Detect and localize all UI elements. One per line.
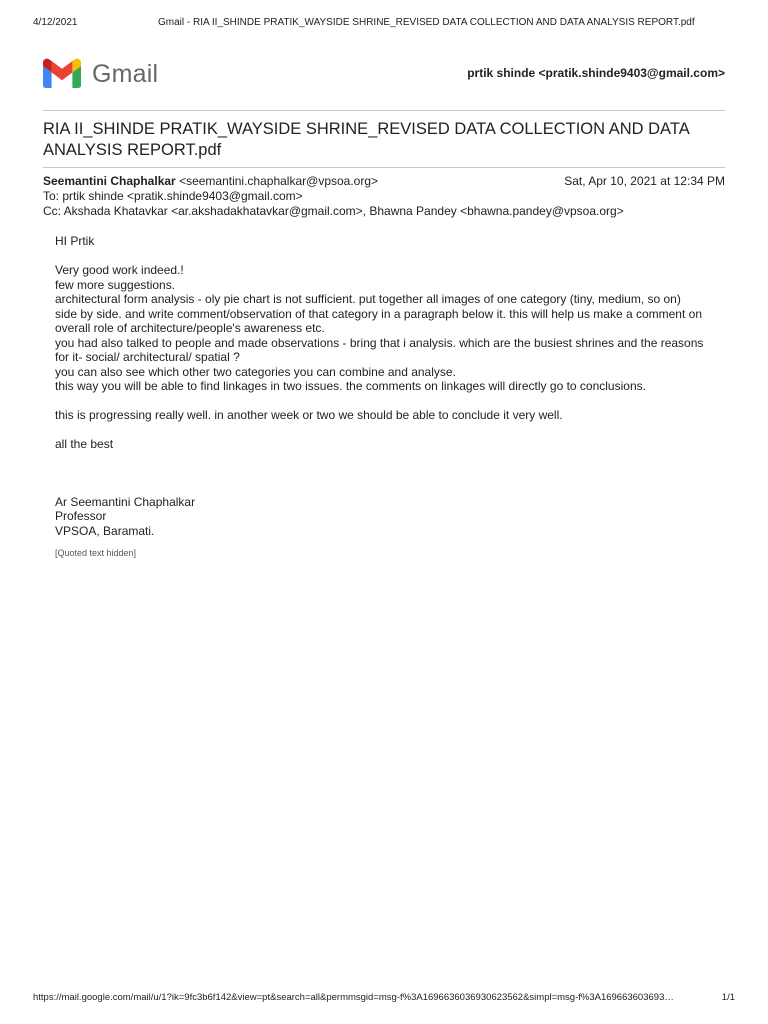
signature-name: Ar Seemantini Chaphalkar: [55, 494, 196, 509]
account-identity: prtik shinde <pratik.shinde9403@gmail.com>: [467, 66, 725, 80]
gmail-wordmark: Gmail: [92, 60, 159, 88]
gmail-header: [43, 56, 725, 96]
to-line: To: prtik shinde <pratik.shinde9403@gmail.com>: [43, 189, 303, 203]
body-line: few more suggestions.: [55, 277, 176, 292]
print-url: https://mail.google.com/mail/u/1?ik=9fc3b6f142&view=pt&search=all&permmsgid=msg-f%3A1696636036930623562&simpl=msg-f%3A169663603693…: [33, 992, 674, 1003]
message-header: [43, 174, 725, 219]
page-number: 1/1: [721, 992, 735, 1003]
body-paragraph: architectural form analysis - oly pie chart is not sufficient. put together all images of one category (tiny, medium, so on) side by side. and write comment/observation of that category in a paragraph below it. this will help us make a comment on overall role of architecture/people's awareness etc.: [55, 292, 702, 335]
body-line: this way you will be able to find linkages in two issues. the comments on linkages will directly go to conclusions.: [55, 379, 646, 393]
body-line: Very good work indeed.!: [55, 263, 184, 277]
divider: [43, 110, 725, 111]
message-body: [55, 234, 705, 561]
print-header: [0, 0, 768, 40]
print-title: Gmail - RIA II_SHINDE PRATIK_WAYSIDE SHRINE_REVISED DATA COLLECTION AND DATA ANALYSIS REPORT.pdf: [158, 17, 695, 28]
print-date: 4/12/2021: [33, 17, 78, 28]
divider: [43, 167, 725, 168]
body-paragraph: you had also talked to people and made observations - bring that i analysis. which are the busiest shrines and the reasons for it- social/ architectural/ spatial ?: [55, 335, 704, 364]
body-line: you can also see which other two categories you can combine and analyse.: [55, 364, 456, 379]
message-date: Sat, Apr 10, 2021 at 12:34 PM: [564, 174, 725, 188]
email-subject: RIA II_SHINDE PRATIK_WAYSIDE SHRINE_REVISED DATA COLLECTION AND DATA ANALYSIS REPORT.pdf: [43, 120, 689, 159]
signature-org: VPSOA, Baramati.: [55, 523, 155, 538]
from-line: [43, 174, 725, 189]
greeting: HI Prtik: [55, 234, 95, 248]
quoted-text-toggle[interactable]: [Quoted text hidden]: [55, 548, 137, 558]
sender-email: <seemantini.chaphalkar@vpsoa.org>: [179, 174, 379, 188]
signature-title: Professor: [55, 509, 107, 523]
print-footer: [0, 992, 768, 1012]
sender-name: Seemantini Chaphalkar: [43, 174, 176, 188]
cc-line: Cc: Akshada Khatavkar <ar.akshadakhatavkar@gmail.com>, Bhawna Pandey <bhawna.pandey@vpsoa.org>: [43, 204, 624, 218]
gmail-logo-icon: [43, 58, 81, 88]
sign-off: all the best: [55, 437, 114, 451]
body-line: this is progressing really well. in another week or two we should be able to conclude it very well.: [55, 408, 563, 422]
